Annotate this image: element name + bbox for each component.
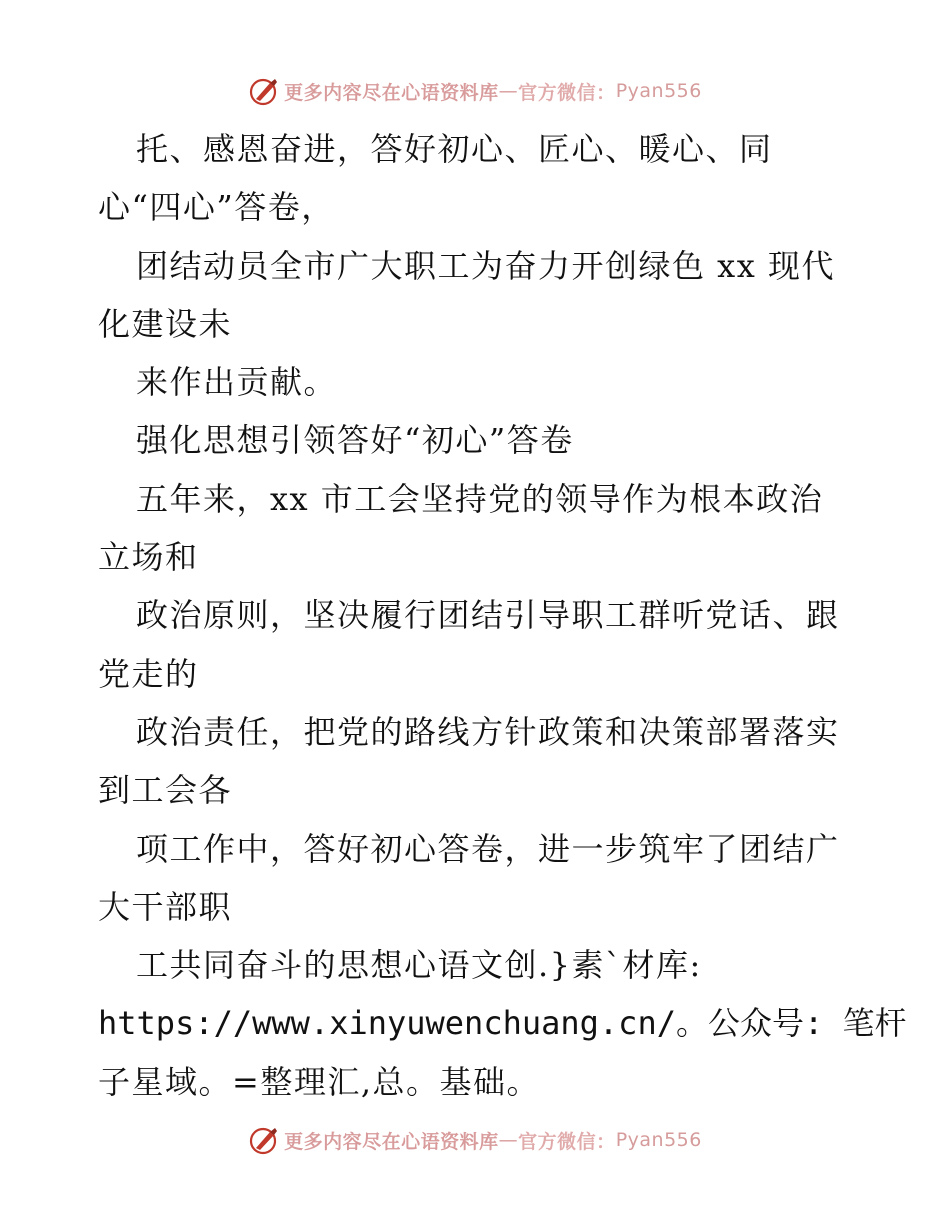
body-line: 政治责任，把党的路线方针政策和决策部署落实 [136,712,840,751]
body-line: 立场和 [98,538,199,577]
header-wechat-id: Pyan556 [615,80,702,102]
footer-primary-text: 更多内容尽在心语资料库 [284,1130,499,1153]
pen-logo-icon [248,75,280,107]
url-line: https://www.xinyuwenchuang.cn/。公众号: 笔杆 [98,1004,907,1043]
header-dash: — [498,80,519,102]
body-line: 来作出贡献。 [136,363,338,402]
section-heading: 强化思想引领答好“初心”答卷 [136,421,574,460]
body-line: 子星域。=整理汇,总。基础。 [98,1062,540,1101]
body-line: 到工会各 [98,771,233,810]
body-line: 项工作中，答好初心答卷，进一步筑牢了团结广 [136,829,840,868]
body-line: 团结动员全市广大职工为奋力开创绿色 xx 现代 [136,246,835,285]
footer-dash: — [498,1129,519,1151]
header-banner [0,71,950,111]
body-line: 党走的 [98,654,199,693]
footer-banner [0,1120,950,1160]
footer-secondary-text: 官方微信： [518,1130,616,1153]
body-line: 工共同奋斗的思想心语文创.}素`材库: [136,946,702,985]
header-primary-text: 更多内容尽在心语资料库 [284,81,499,104]
body-line: 政治原则，坚决履行团结引导职工群听党话、跟 [136,596,840,635]
body-line: 五年来，xx 市工会坚持党的领导作为根本政治 [136,479,824,518]
header-secondary-text: 官方微信： [518,81,616,104]
footer-wechat-id: Pyan556 [615,1129,702,1151]
body-line: 心“四心”答卷， [98,188,335,227]
body-line: 大干部职 [98,887,233,926]
body-line: 托、感恩奋进，答好初心、匠心、暖心、同 [136,130,773,168]
document-body [98,120,907,1111]
body-line: 化建设未 [98,304,233,343]
pen-logo-icon [248,1124,280,1156]
